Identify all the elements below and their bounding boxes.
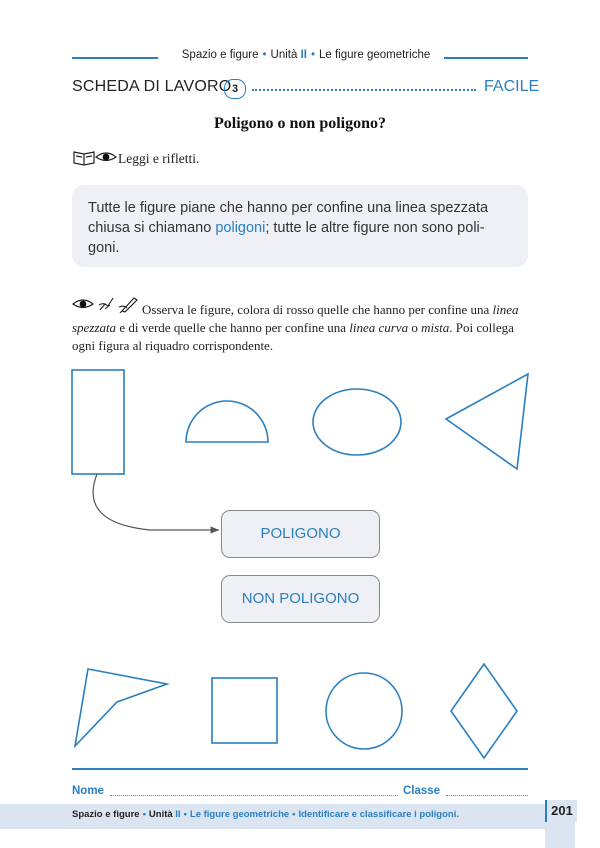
instruction-italic-3: mista bbox=[421, 320, 450, 335]
definition-part2: ; tutte le altre figure non sono poli-goni. bbox=[88, 220, 485, 256]
footer-rule bbox=[72, 768, 528, 770]
page-number: 201 bbox=[545, 800, 577, 822]
header-unit-label: Unità bbox=[270, 49, 298, 61]
header-section: Spazio e figure bbox=[181, 49, 259, 61]
header-unit-number: II bbox=[300, 49, 307, 61]
instruction-text-4: . Poi collega ogni figura al riquadro corrispondente. bbox=[72, 320, 514, 353]
footer-section: Spazio e figure bbox=[72, 809, 140, 820]
name-label: Nome bbox=[72, 785, 104, 797]
instruction-text-3: o bbox=[408, 320, 422, 335]
footer-unit-label: Unità bbox=[148, 809, 173, 820]
polygon-box[interactable]: POLIGONO bbox=[221, 510, 380, 558]
non-polygon-box[interactable]: NON POLIGONO bbox=[221, 575, 380, 623]
worksheet-label: SCHEDA DI LAVORO bbox=[72, 78, 232, 95]
rhombus-figure[interactable] bbox=[451, 664, 517, 758]
header-separator: • bbox=[262, 49, 267, 61]
circle-figure[interactable] bbox=[326, 673, 402, 749]
semicircle-figure[interactable] bbox=[186, 401, 268, 442]
name-field[interactable] bbox=[110, 795, 398, 796]
definition-highlight: poligoni bbox=[215, 220, 266, 236]
rectangle-figure[interactable] bbox=[72, 370, 124, 474]
concave-quadrilateral-figure[interactable] bbox=[75, 669, 167, 746]
difficulty-level: FACILE bbox=[484, 78, 540, 95]
footer-unit-number: II bbox=[175, 809, 181, 820]
page-title: Poligono o non poligono? bbox=[213, 115, 387, 132]
instruction-text-2: e di verde quelle che hanno per confine una bbox=[116, 320, 350, 335]
header-topic: Le figure geometriche bbox=[319, 49, 431, 61]
instruction-read: Leggi e rifletti. bbox=[118, 151, 200, 166]
footer-breadcrumb: Spazio e figure • Unità II • Le figure geometriche • Identificare e classificare i poligoni. bbox=[72, 809, 459, 820]
triangle-figure[interactable] bbox=[446, 374, 528, 469]
class-field[interactable] bbox=[446, 795, 528, 796]
footer-topic: Le figure geometriche bbox=[189, 809, 290, 820]
connector-arrow bbox=[93, 474, 219, 530]
definition-part1: Tutte le figure piane che hanno per confine una linea spezzata chiusa si chiamano bbox=[88, 200, 489, 236]
header-separator: • bbox=[310, 49, 315, 61]
class-label: Classe bbox=[403, 785, 441, 797]
square-figure[interactable] bbox=[212, 678, 277, 743]
instruction-italic-2: linea curva bbox=[349, 320, 409, 335]
instruction-italic-1: linea spezzata bbox=[72, 302, 519, 335]
worksheet-number-badge: 3 bbox=[224, 79, 246, 99]
footer-objective: Identificare e classificare i poligoni. bbox=[298, 809, 459, 820]
ellipse-figure[interactable] bbox=[313, 389, 401, 455]
instruction-text-1: Osserva le figure, colora di rosso quelle che hanno per confine una bbox=[142, 302, 493, 317]
page-edge-strip bbox=[545, 822, 575, 848]
